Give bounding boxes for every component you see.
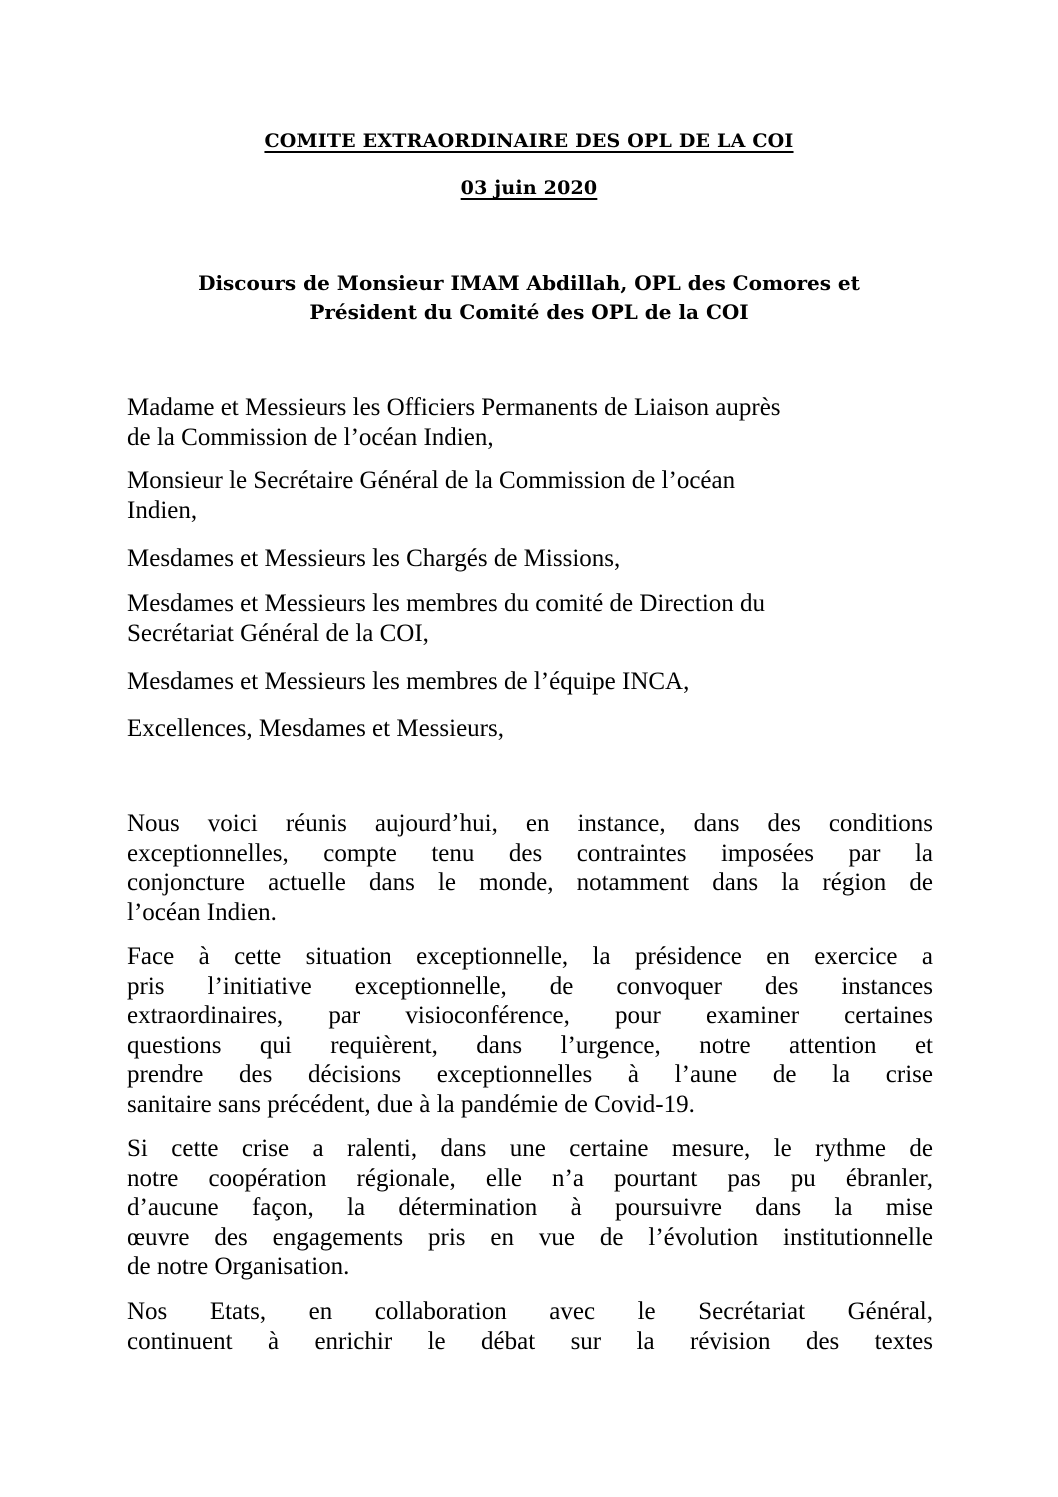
salutation-line: Mesdames et Messieurs les Chargés de Missions, — [127, 545, 621, 572]
salutation-line: Mesdames et Messieurs les membres du comité de Direction du — [127, 590, 766, 617]
paragraph-line: questions qui requièrent, dans l’urgence, notre attention et — [127, 1031, 933, 1059]
paragraph-line: conjoncture actuelle dans le monde, notamment dans la région de — [127, 869, 933, 896]
paragraph-line: œuvre des engagements pris en vue de l’évolution institutionnelle — [127, 1223, 933, 1251]
paragraph-line: l’océan Indien. — [127, 898, 277, 926]
paragraph-3 — [127, 1134, 933, 1282]
salutation-5 — [127, 667, 933, 697]
salutation-line: Secrétariat Général de la COI, — [127, 619, 429, 647]
salutation-line: Indien, — [127, 496, 198, 524]
salutation-1 — [127, 393, 933, 452]
paragraph-line: sanitaire sans précédent, due à la pandémie de Covid-19. — [127, 1090, 695, 1118]
salutation-line: Madame et Messieurs les Officiers Permanents de Liaison auprès — [127, 394, 781, 421]
paragraph-line: Face à cette situation exceptionnelle, la présidence en exercice a — [127, 943, 933, 970]
salutation-line: Excellences, Mesdames et Messieurs, — [127, 715, 504, 742]
paragraph-line: prendre des décisions exceptionnelles à l’aune de la crise — [127, 1061, 933, 1088]
paragraph-line: extraordinaires, par visioconférence, pour examiner certaines — [127, 1002, 933, 1029]
document-title: COMITE EXTRAORDINAIRE DES OPL DE LA COI — [264, 130, 794, 152]
paragraph-line: notre coopération régionale, elle n’a pourtant pas pu ébranler, — [127, 1164, 933, 1192]
salutation-2 — [127, 466, 933, 525]
salutation-4 — [127, 589, 933, 648]
paragraph-line: Si cette crise a ralenti, dans une certaine mesure, le rythme de — [127, 1135, 933, 1162]
paragraph-4 — [127, 1297, 933, 1356]
paragraph-line: pris l’initiative exceptionnelle, de convoquer des instances — [127, 972, 933, 1000]
salutation-3 — [127, 544, 933, 574]
document-date: 03 juin 2020 — [460, 177, 598, 199]
speech-subtitle-line-1: Discours de Monsieur IMAM Abdillah, OPL des Comores et — [198, 271, 860, 295]
paragraph-line: exceptionnelles, compte tenu des contraintes imposées par la — [127, 839, 933, 867]
salutation-line: Mesdames et Messieurs les membres de l’équipe INCA, — [127, 668, 690, 695]
speech-subtitle — [0, 269, 1058, 327]
paragraph-line: d’aucune façon, la détermination à poursuivre dans la mise — [127, 1194, 933, 1221]
paragraph-line: continuent à enrichir le débat sur la révision des textes — [127, 1327, 933, 1355]
salutation-line: de la Commission de l’océan Indien, — [127, 423, 494, 451]
salutation-line: Monsieur le Secrétaire Général de la Commission de l’océan — [127, 467, 736, 494]
paragraph-line: Nos Etats, en collaboration avec le Secrétariat Général, — [127, 1298, 933, 1325]
speech-subtitle-line-2: Président du Comité des OPL de la COI — [309, 300, 749, 324]
paragraph-2 — [127, 942, 933, 1119]
paragraph-line: de notre Organisation. — [127, 1253, 350, 1280]
salutation-6 — [127, 714, 933, 744]
paragraph-line: Nous voici réunis aujourd’hui, en instance, dans des conditions — [127, 810, 933, 837]
paragraph-1 — [127, 809, 933, 927]
